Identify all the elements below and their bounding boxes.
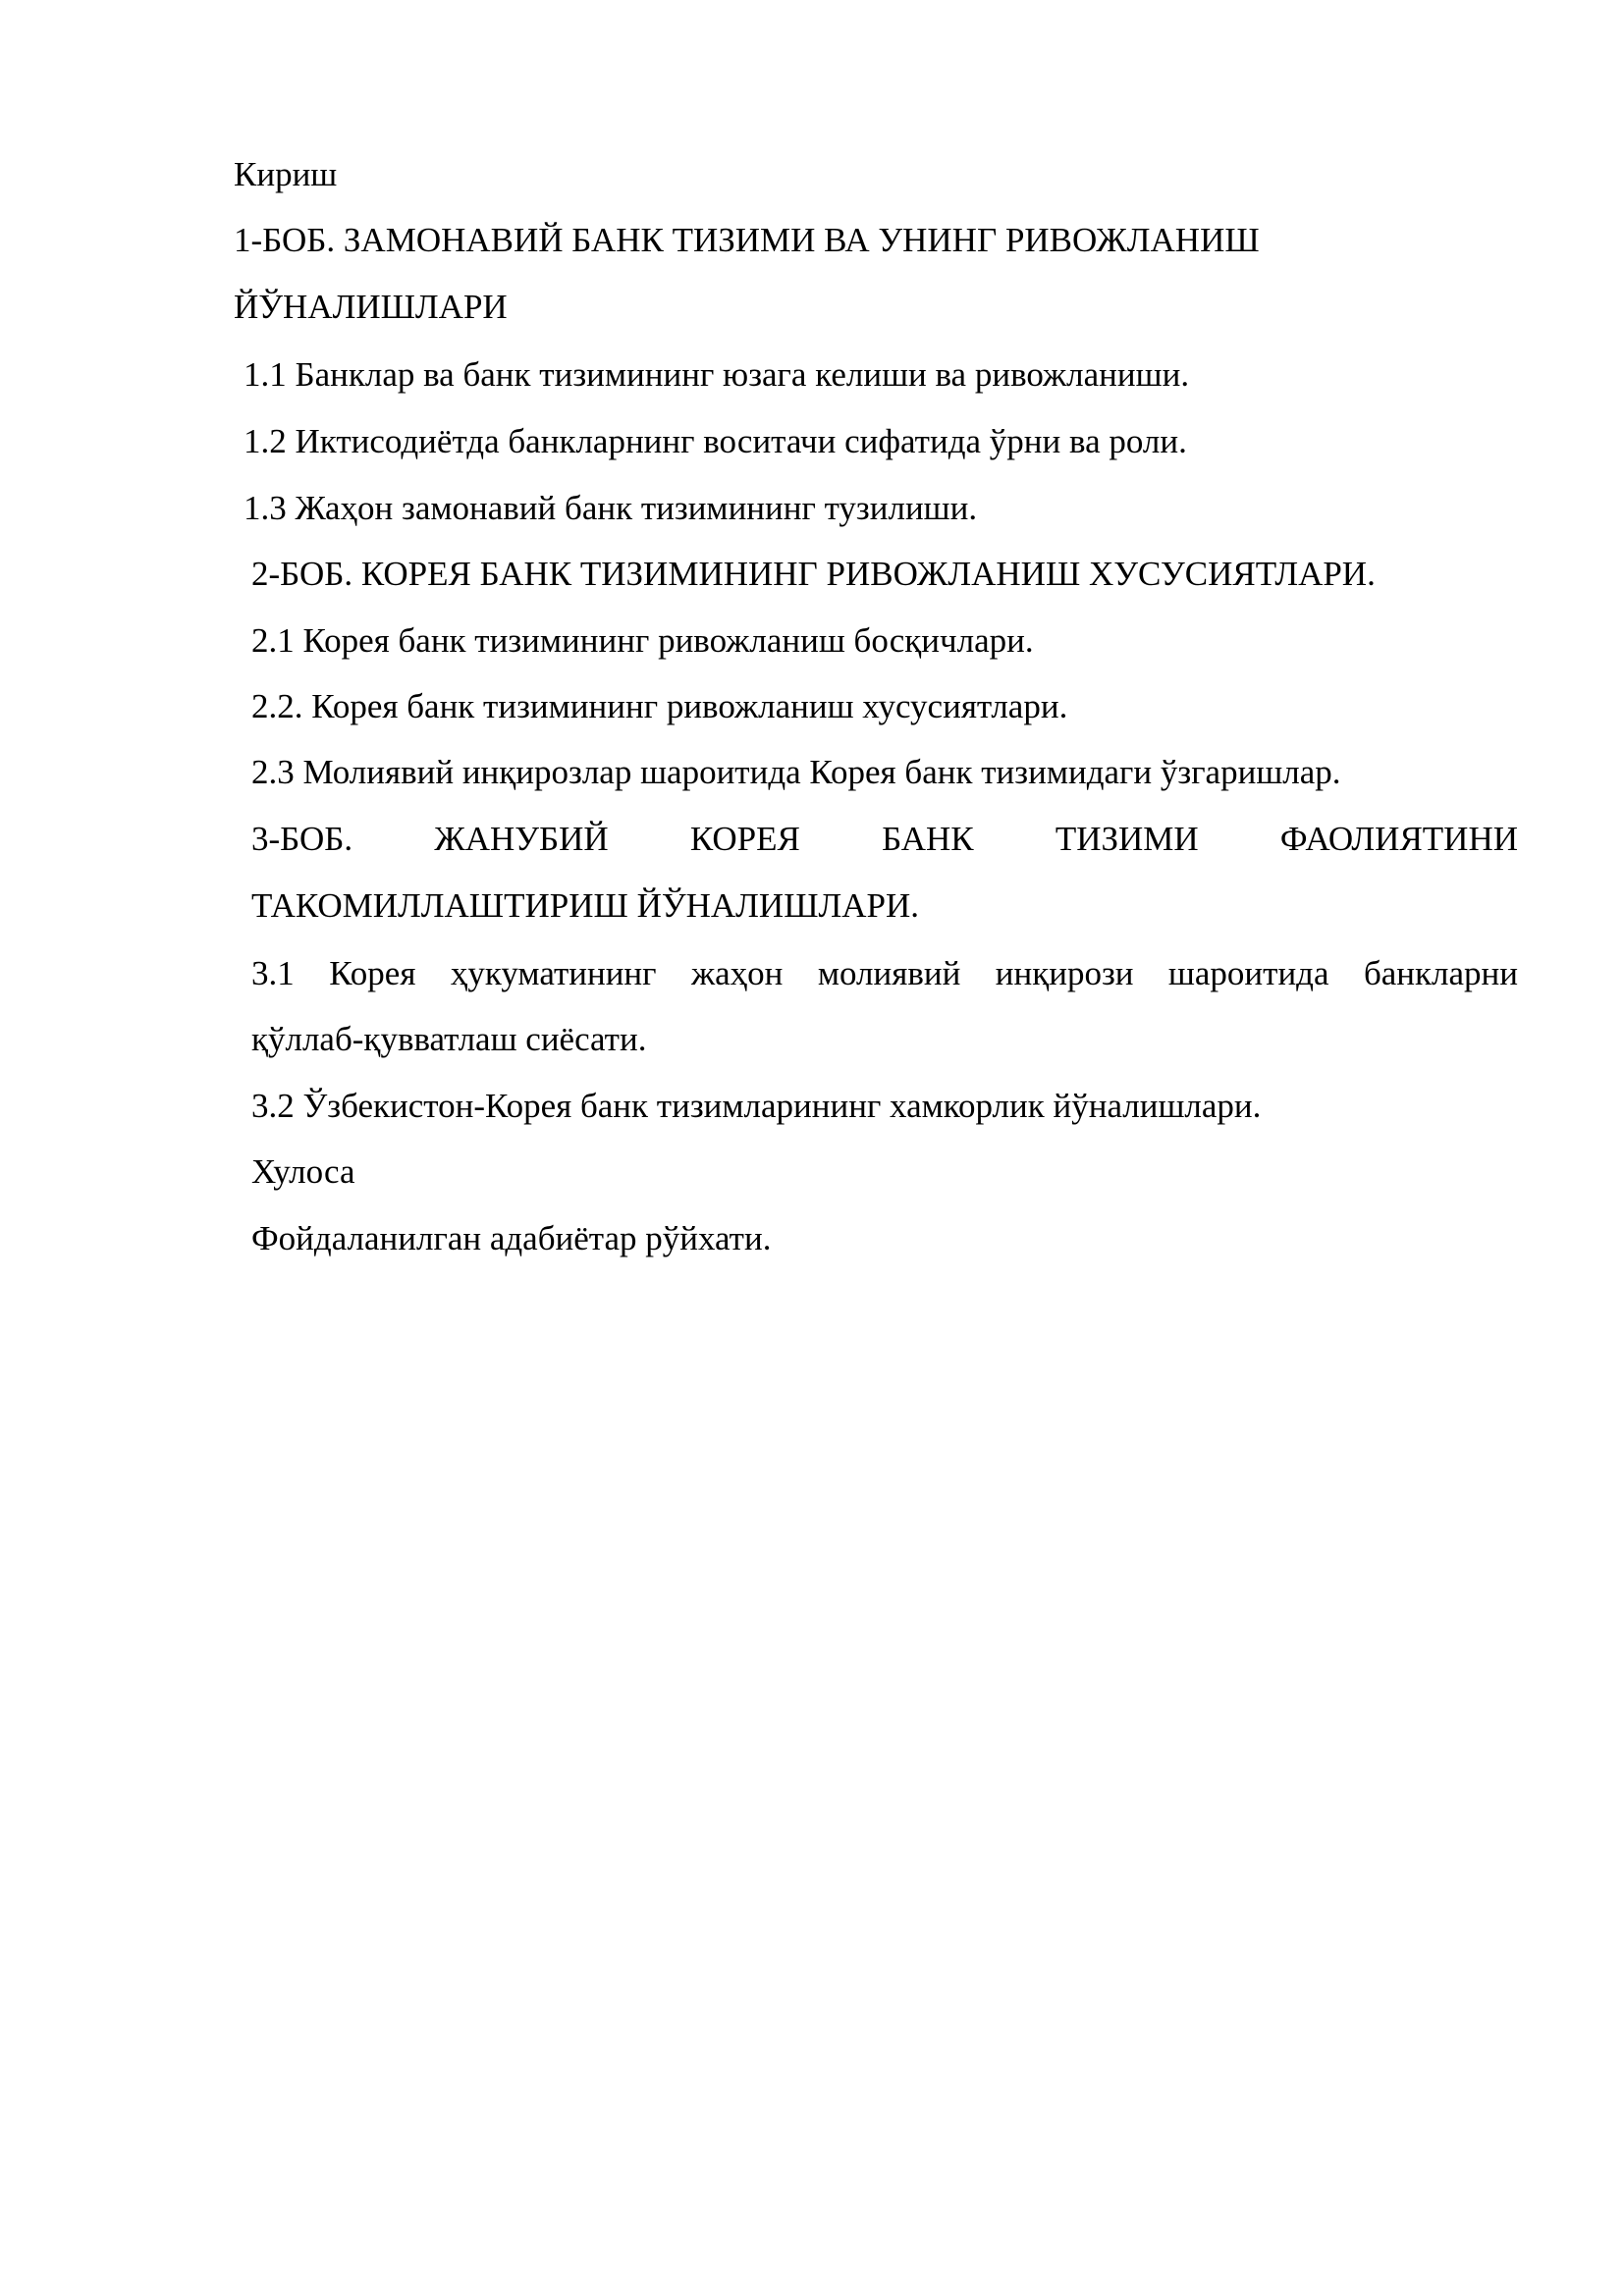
toc-chapter-3-title-line-1: 3-БОБ. ЖАНУБИЙ КОРЕЯ БАНК ТИЗИМИ ФАОЛИЯТИНИ [251,820,1518,858]
toc-section-2-3: 2.3 Молиявий инқирозлар шароитида Корея банк тизимидаги ўзгаришлар. [251,753,1341,791]
toc-chapter-3-title-line-2: ТАКОМИЛЛАШТИРИШ ЙЎНАЛИШЛАРИ. [251,886,920,925]
toc-section-3-1-line-2: қўллаб-қувватлаш сиёсати. [251,1020,647,1058]
toc-section-1-3: 1.3 Жаҳон замонавий банк тизимининг тузилиши. [244,489,978,527]
toc-intro: Кириш [234,155,338,193]
toc-section-3-2: 3.2 Ўзбекистон-Корея банк тизимларининг хамкорлик йўналишлари. [251,1087,1262,1125]
toc-section-2-2: 2.2. Корея банк тизимининг ривожланиш хусусиятлари. [251,687,1068,725]
toc-conclusion: Хулоса [251,1152,355,1191]
toc-section-1-2: 1.2 Иктисодиётда банкларнинг воситачи сифатида ўрни ва роли. [244,422,1187,460]
toc-section-2-1: 2.1 Корея банк тизимининг ривожланиш босқичлари. [251,621,1034,660]
toc-section-1-1: 1.1 Банклар ва банк тизимининг юзага келиши ва ривожланиши. [244,355,1190,394]
toc-section-3-1-line-1: 3.1 Корея ҳукуматининг жаҳон молиявий инқирози шароитида банкларни [251,954,1518,992]
toc-references: Фойдаланилган адабиётар рўйхати. [251,1219,772,1257]
toc-chapter-1-title-line-1: 1-БОБ. ЗАМОНАВИЙ БАНК ТИЗИМИ ВА УНИНГ РИВОЖЛАНИШ [234,221,1260,259]
toc-chapter-1-title-line-2: ЙЎНАЛИШЛАРИ [234,288,508,326]
toc-chapter-2-title: 2-БОБ. КОРЕЯ БАНК ТИЗИМИНИНГ РИВОЖЛАНИШ ХУСУСИЯТЛАРИ. [251,555,1376,593]
